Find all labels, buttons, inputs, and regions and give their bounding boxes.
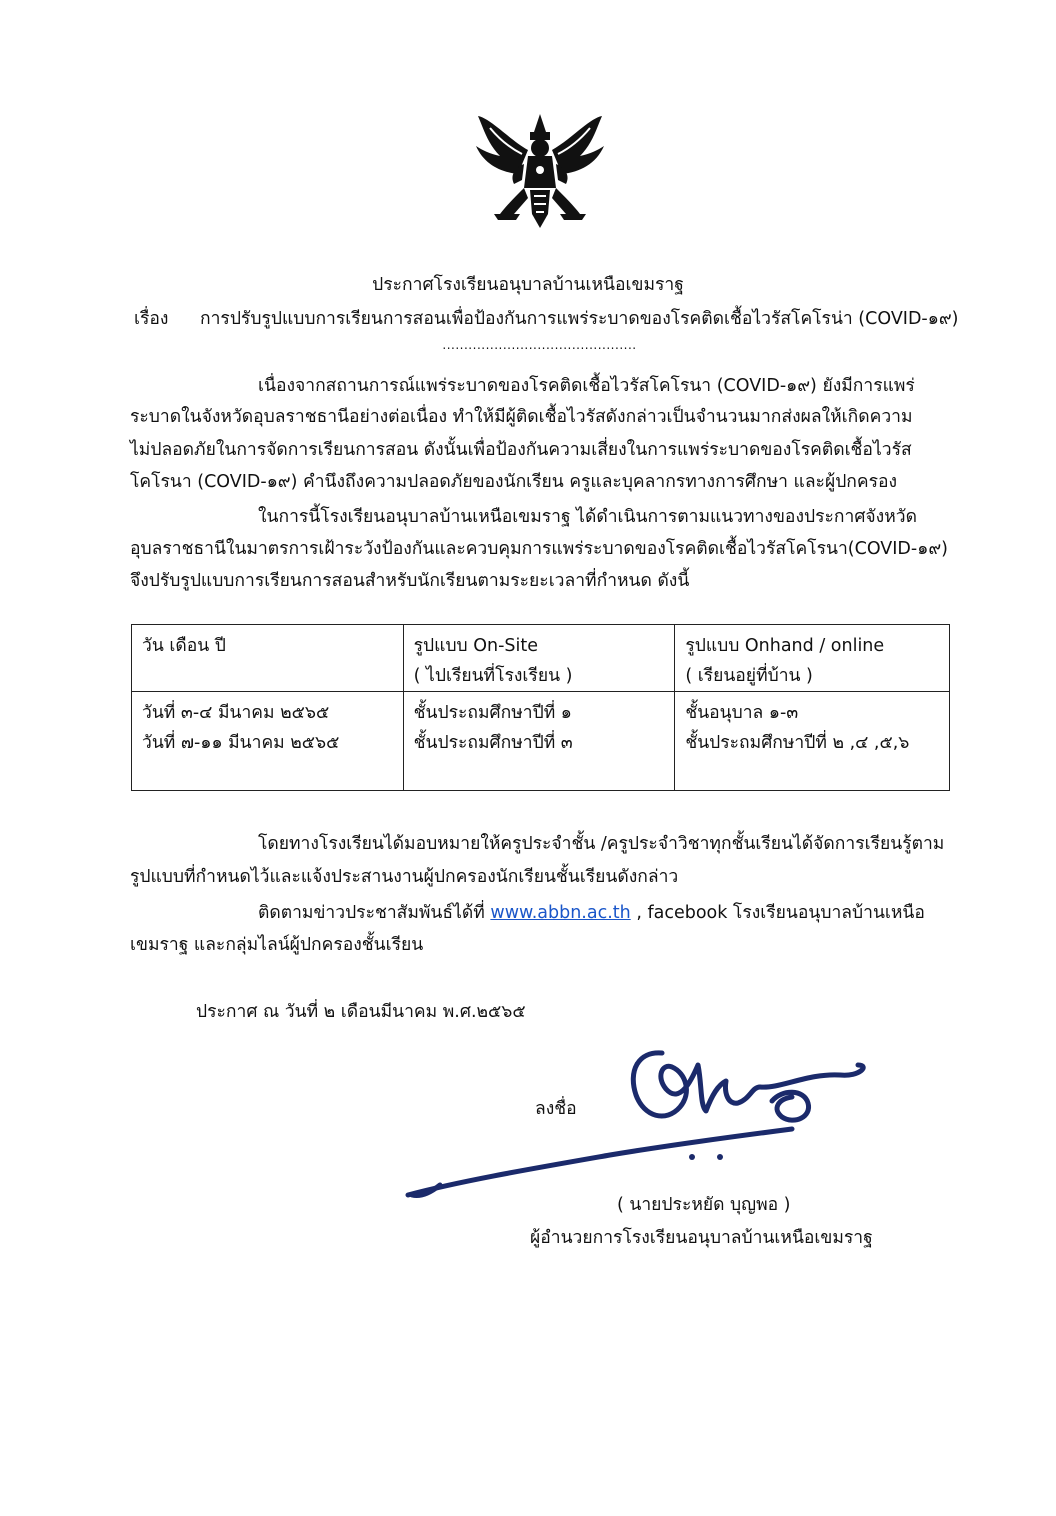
header-online-label: รูปแบบ Onhand / online xyxy=(685,636,885,656)
onsite-line-1: ชั้นประถมศึกษาปีที่ ๑ xyxy=(413,703,572,723)
para2-line2: อุบลราชธานีในมาตรการเฝ้าระวังป้องกันและควบคุมการแพร่ระบาดของโรคติดเชื้อไวรัสโคโรนา(COVID-๑๙) xyxy=(130,539,948,559)
signer-name: ( นายประหยัด บุญพอ ) xyxy=(617,1195,791,1215)
schedule-table xyxy=(131,624,950,791)
garuda-emblem xyxy=(470,110,610,232)
date-cell xyxy=(132,692,404,791)
para4-prefix: ติดตามข่าวประชาสัมพันธ์ได้ที่ xyxy=(258,903,485,923)
online-cell xyxy=(675,692,950,791)
announcement-date: ประกาศ ณ วันที่ ๒ เดือนมีนาคม พ.ศ.๒๕๖๕ xyxy=(196,1002,526,1022)
header-online-note: ( เรียนอยู่ที่บ้าน ) xyxy=(685,666,813,686)
header-onsite-label: รูปแบบ On-Site xyxy=(413,636,539,656)
para1-line3: ไม่ปลอดภัยในการจัดการเรียนการสอน ดังนั้นเพื่อป้องกันความเสี่ยงในการแพร่ระบาดของโรคติดเชื้อไวรัส xyxy=(130,440,912,460)
para1-line4: โคโรนา (COVID-๑๙) คำนึงถึงความปลอดภัยของนักเรียน ครูและบุคลากรทางการศึกษา และผู้ปกครอง xyxy=(130,472,898,492)
para2-line1: ในการนี้โรงเรียนอนุบาลบ้านเหนือเขมราฐ ได้ดำเนินการตามแนวทางของประกาศจังหวัด xyxy=(258,507,917,527)
header-date-cell: วัน เดือน ปี xyxy=(132,625,404,692)
table-row xyxy=(132,692,950,791)
para4-line1 xyxy=(258,898,925,926)
onsite-line-2: ชั้นประถมศึกษาปีที่ ๓ xyxy=(413,733,573,753)
date-line-2: วันที่ ๗-๑๑ มีนาคม ๒๕๖๕ xyxy=(142,733,340,753)
table-header-row xyxy=(132,625,950,692)
signature-label: ลงชื่อ xyxy=(535,1099,577,1119)
separator-dots: ............................................. xyxy=(442,338,637,352)
website-link[interactable]: www.abbn.ac.th xyxy=(490,903,631,923)
onsite-cell xyxy=(403,692,675,791)
signer-position: ผู้อำนวยการโรงเรียนอนุบาลบ้านเหนือเขมราฐ xyxy=(530,1228,873,1248)
para2-line3: จึงปรับรูปแบบการเรียนการสอนสำหรับนักเรียนตามระยะเวลาที่กำหนด ดังนี้ xyxy=(130,571,690,591)
header-online-cell xyxy=(675,625,950,692)
para1-line2: ระบาดในจังหวัดอุบลราชธานีอย่างต่อเนื่อง ทำให้มีผู้ติดเชื้อไวรัสดังกล่าวเป็นจำนวนมากส่งผลให้เกิดความ xyxy=(130,407,913,427)
para4-suffix: , facebook โรงเรียนอนุบาลบ้านเหนือ xyxy=(636,903,925,923)
header-onsite-note: ( ไปเรียนที่โรงเรียน ) xyxy=(413,666,573,686)
para1-line1: เนื่องจากสถานการณ์แพร่ระบาดของโรคติดเชื้อไวรัสโคโรนา (COVID-๑๙) ยังมีการแพร่ xyxy=(258,376,915,396)
online-line-2: ชั้นประถมศึกษาปีที่ ๒ ,๔ ,๕,๖ xyxy=(685,733,910,753)
date-line-1: วันที่ ๓-๔ มีนาคม ๒๕๖๕ xyxy=(142,703,330,723)
para4-line2: เขมราฐ และกลุ่มไลน์ผู้ปกครองชั้นเรียน xyxy=(130,935,424,955)
header-onsite-cell xyxy=(403,625,675,692)
document-title: ประกาศโรงเรียนอนุบาลบ้านเหนือเขมราฐ xyxy=(372,275,684,295)
para3-line1: โดยทางโรงเรียนได้มอบหมายให้ครูประจำชั้น /ครูประจำวิชาทุกชั้นเรียนได้จัดการเรียนรู้ตาม xyxy=(258,834,945,854)
online-line-1: ชั้นอนุบาล ๑-๓ xyxy=(685,703,799,723)
subject-label: เรื่อง xyxy=(134,309,169,329)
subject-text: การปรับรูปแบบการเรียนการสอนเพื่อป้องกันการแพร่ระบาดของโรคติดเชื้อไวรัสโคโรน่า (COVID-๑๙) xyxy=(200,309,959,329)
para3-line2: รูปแบบที่กำหนดไว้และแจ้งประสานงานผู้ปกครองนักเรียนชั้นเรียนดังกล่าว xyxy=(130,867,679,887)
